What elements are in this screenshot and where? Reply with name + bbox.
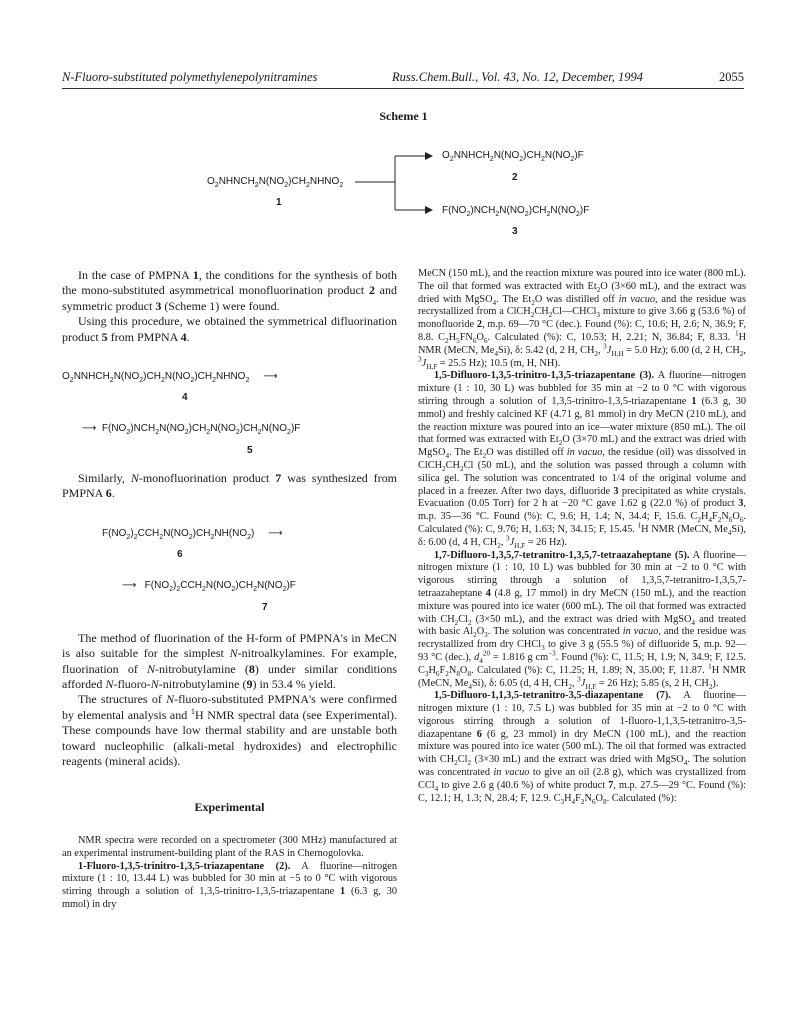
paragraph: 1,5-Difluoro-1,3,5-trinitro-1,3,5-triazapentane (3). A fluorine—nitrogen mixture (1 : 10, 30 L) was bubbled for 35 min at −2 to 0 °C with vigorous stirring through a solution of 1,3,5-trinitro-1,3,5-triazapentane 1 (6.3 g, 30 mmol) and freshly calcined KF (4.71 g, 81 mmol) in dry MeCN (210 mL), and the reaction mixture was poured into an ice—water mixture (850 mL). The oil that formed was extracted with $Et_2O$ (3×70 mL) and the extract was dried with MgSO$_4$. The $Et_2O$ was distilled off in vacuo, the residue (oil) was dissolved in $ClCH_2CH_2Cl$ (50 mL), and the solution was passed through a column with silica gel. The solution was concentrated to 1/4 of the original volume and placed in a freezer. After two days, difluoride 3 precipitated as white crystals. Evacuation (0.05 Torr) for 2 h at −20 °C gave 1.62 g (22.0 %) of product 3, m.p. 35—36 °C. Found (%): C, 9.6; H, 1.4; N, 34.4; F, 15.6. $C_2H_4F_2N_6O_6$. Calculated (%): C, 9.76; H, 1.63; N, 34.15; F, 15.45. $^1$H NMR (MeCN, $Me_4Si$), δ: 6.00 (d, 4 H, $CH_2$, $^3J_{H,F} = 26$ Hz). xyxy=(418,370,747,550)
left-column xyxy=(62,268,397,912)
paragraph: 1-Fluoro-1,3,5-trinitro-1,3,5-triazapentane (2). A fluorine—nitrogen mixture (1 : 10, 13.44 L) was bubbled for 30 min at −5 to 0 °C with vigorous stirring through a solution of 1,3,5-trinitro-1,3,5-triazapentane 1 (6.3 g, 30 mmol) in dry xyxy=(62,860,397,910)
paragraph: The method of fluorination of the H-form of PMPNA's in MeCN is also suitable for the simplest N-nitroalkylamines. For example, fluorination of N-nitrobutylamine (8) under similar conditions afforded N-fluoro-N-nitrobutylamine (9) in 53.4 % yield. xyxy=(62,630,397,692)
compound-number-3: 3 xyxy=(512,226,518,237)
paragraph: Similarly, N-monofluorination product 7 was synthesized from PMPNA 6. xyxy=(62,471,398,501)
equation-6-7: $F(NO_2)_2CCH_2N(NO_2)CH_2NH(NO_2)$ ⟶ 6 ⟶ $F(NO_2)_2CCH_2N(NO_2)CH_2N(NO_2)F$ 7 xyxy=(102,527,296,613)
equation-4-5: $O_2NNHCH_2N(NO_2)CH_2N(NO_2)CH_2NHNO_2$ ⟶ 4 ⟶ $F(NO_2)NCH_2N(NO_2)CH_2N(NO_2)CH_2N(NO_2)F$ 5 xyxy=(62,371,301,457)
paragraph: NMR spectra were recorded on a spectrometer (300 MHz) manufactured at an experimental instrument-building plant of the RAS in Chernogolovka. xyxy=(62,834,397,859)
product-2: $O_2NNHCH_2N(NO_2)CH_2N(NO_2)F$ xyxy=(442,150,584,163)
section-heading: Experimental xyxy=(194,799,265,814)
running-title: N-Fluoro-substituted polymethylenepolynitramines xyxy=(62,70,318,84)
product-3: $F(NO_2)NCH_2N(NO_2)CH_2N(NO_2)F$ xyxy=(442,205,590,218)
paragraph: MeCN (150 mL), and the reaction mixture was poured into ice water (800 mL). The oil that formed was extracted with $Et_2O$ (3×60 mL), and the extract was dried with MgSO$_4$. The $Et_2O$ was distilled off in vacuo, and the residue was recrystallized from a $ClCH_2CH_2Cl—CHCl_3$ mixture to give 3.66 g (53.6 %) of monofluoride 2, m.p. 69—70 °C (dec.). Found (%): C, 10.6; H, 2.6; N, 36.9; F, 8.8. $C_2H_5FN_6O_6$. Calculated (%): C, 10.53; H, 2.21; N, 36.84; F, 8.33. $^1$H NMR (MeCN, $Me_4Si$), δ: 5.42 (d, 2 H, $CH_2$, $^3J_{H,H} = 5.0$ Hz); 6.00 (d, 2 H, $CH_2$, $^3J_{H,F} = 25.5$ Hz); 10.5 (m, H, NH). xyxy=(418,268,746,371)
page-number: 2055 xyxy=(719,70,744,84)
paragraph: In the case of PMPNA 1, the conditions for the synthesis of both the mono-substituted asymmetrical monofluorination product 2 and symmetric product 3 (Scheme 1) were found. xyxy=(62,268,397,313)
right-column xyxy=(418,268,746,805)
running-header xyxy=(62,70,744,89)
reactant-1: $O_2NHNCH_2N(NO_2)CH_2NHNO_2$ xyxy=(207,176,344,189)
compound-number-1: 1 xyxy=(276,197,282,208)
scheme-branch-lines xyxy=(355,150,435,220)
compound-number-2: 2 xyxy=(512,172,518,183)
paragraph: The structures of N-fluoro-substituted PMPNA's were confirmed by elemental analysis and $^1$H NMR spectral data (see Experimental). These compounds have low thermal stability and are unstable both toward nucleophilic (alkali-metal hydroxides) and electrophilic reagents (mineral acids). xyxy=(62,692,397,769)
scheme-title: Scheme 1 xyxy=(379,109,428,123)
paragraph: 1,5-Difluoro-1,1,3,5-tetranitro-3,5-diazapentane (7). A fluorine—nitrogen mixture (1 : 10, 7.5 L) was bubbled for 35 min at −2 to 0 °C with vigorous stirring through a solution of 1-fluoro-1,1,3,5-tetranitro-3,5-diazapentane 6 (6 g, 23 mmol) in dry MeCN (100 mL), and the reaction mixture was poured into ice water (500 mL). The oil that formed was extracted with $CH_2Cl_2$ (3×30 mL) and the extract was dried with MgSO$_4$. The solution was concentrated in vacuo to give an oil (2.8 g), which was crystallized from CCl$_4$ to give 2.6 g (40.6 %) of white product 7, m.p. 27.5—29 °C. Found (%): C, 12.1; H, 1.3; N, 28.4; F, 12.9. $C_3H_4F_2N_6O_8$. Calculated (%): xyxy=(418,690,747,806)
journal-citation: Russ.Chem.Bull., Vol. 43, No. 12, December, 1994 xyxy=(392,70,644,84)
paragraph: 1,7-Difluoro-1,3,5,7-tetranitro-1,3,5,7-tetraazaheptane (5). A fluorine—nitrogen mixture (1 : 10, 10 L) was bubbled for 30 min at −2 to 0 °C with vigorous stirring through a solution of 1,3,5,7-tetranitro-1,3,5,7-tetraazaheptane 4 (4.8 g, 17 mmol) in dry MeCN (150 mL), and the reaction mixture was poured into ice water (600 mL). The oil that formed was extracted with $CH_2Cl_2$ (3×50 mL), and the extract was dried with MgSO$_4$ and treated with basic $Al_2O_3$. The solution was concentrated in vacuo, and the residue was recrystallized from dry CHCl$_3$ to give 3 g (55.5 %) of difluoride 5, m.p. 92—93 °C (dec.), $d_4^{20} = 1.816$ g $cm^{-3}$. Found (%): C, 11.5; H, 1.9; N, 34.9; F, 12.5. $C_3H_6F_2N_8O_8$. Calculated (%): C, 11.25; H, 1.89; N, 35.00; F, 11.87. $^1$H NMR (MeCN, $Me_4Si$), δ: 6.05 (d, 4 H, $CH_2$, $^3J_{H,F} = 26$ Hz); 5.85 (s, 2 H, $CH_2$). xyxy=(418,549,747,691)
paragraph: Using this procedure, we obtained the symmetrical difluorination product 5 from PMPNA 4. xyxy=(62,314,397,344)
